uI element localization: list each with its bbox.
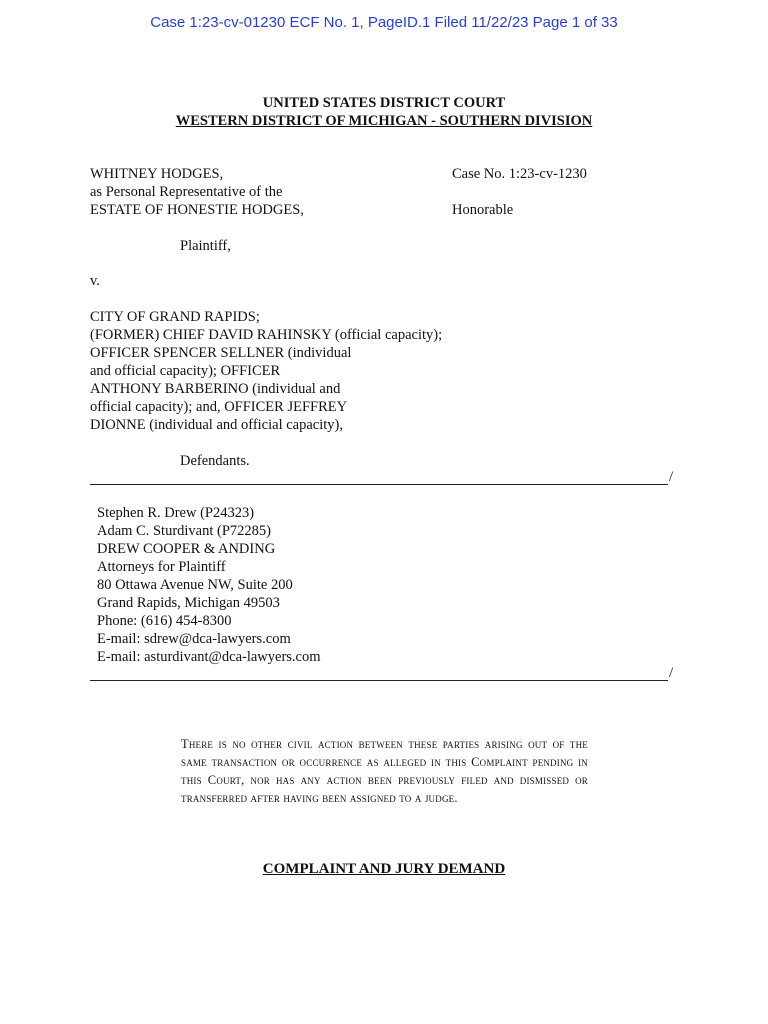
defendant-line: and official capacity); OFFICER — [90, 363, 281, 379]
judge-label: Honorable — [452, 202, 514, 218]
counsel-line: Adam C. Sturdivant (P72285) — [97, 523, 271, 539]
defendant-line: DIONNE (individual and official capacity), — [90, 417, 343, 433]
plaintiff-label: Plaintiff, — [180, 238, 231, 254]
counsel-line: DREW COOPER & ANDING — [97, 541, 276, 557]
ecf-filing-header: Case 1:23-cv-01230 ECF No. 1, PageID.1 Filed 11/22/23 Page 1 of 33 — [150, 14, 618, 31]
court-name: UNITED STATES DISTRICT COURT — [262, 95, 506, 111]
counsel-line: Phone: (616) 454-8300 — [97, 613, 232, 629]
defendant-line: official capacity); and, OFFICER JEFFREY — [90, 399, 348, 415]
plaintiff-caption — [90, 165, 304, 219]
defendant-line: OFFICER SPENCER SELLNER (individual — [90, 345, 352, 361]
caption-divider — [90, 484, 668, 485]
related-action-notice: There is no other civil action between these parties arising out of the same transaction or occurrence as alleged in this Complaint pending in this Court, nor has any action been previously filed and dismissed or transferred after having been assigned to a judge. — [181, 737, 588, 805]
counsel-divider-slash: / — [669, 665, 674, 681]
counsel-line: Attorneys for Plaintiff — [97, 559, 226, 575]
counsel-line: E-mail: asturdivant@dca-lawyers.com — [97, 649, 321, 665]
court-district: WESTERN DISTRICT OF MICHIGAN - SOUTHERN DIVISION — [175, 113, 593, 129]
counsel-line: Grand Rapids, Michigan 49503 — [97, 595, 280, 611]
plaintiff-name: WHITNEY HODGES, — [90, 166, 224, 182]
counsel-block — [97, 504, 321, 666]
counsel-line: 80 Ottawa Avenue NW, Suite 200 — [97, 577, 293, 593]
defendant-line: (FORMER) CHIEF DAVID RAHINSKY (official capacity); — [90, 327, 443, 343]
counsel-line: Stephen R. Drew (P24323) — [97, 505, 255, 521]
defendants-label: Defendants. — [180, 453, 250, 469]
document-title: COMPLAINT AND JURY DEMAND — [262, 861, 506, 877]
plaintiff-role: as Personal Representative of the — [90, 184, 283, 200]
defendant-line: CITY OF GRAND RAPIDS; — [90, 309, 260, 325]
defendants-caption — [90, 308, 442, 434]
defendant-line: ANTHONY BARBERINO (individual and — [90, 381, 341, 397]
caption-divider-slash: / — [669, 469, 674, 485]
case-number: Case No. 1:23-cv-1230 — [452, 166, 587, 182]
versus: v. — [90, 273, 100, 289]
plaintiff-estate: ESTATE OF HONESTIE HODGES, — [90, 202, 304, 218]
counsel-divider — [90, 680, 668, 681]
counsel-line: E-mail: sdrew@dca-lawyers.com — [97, 631, 291, 647]
case-info — [452, 165, 587, 219]
